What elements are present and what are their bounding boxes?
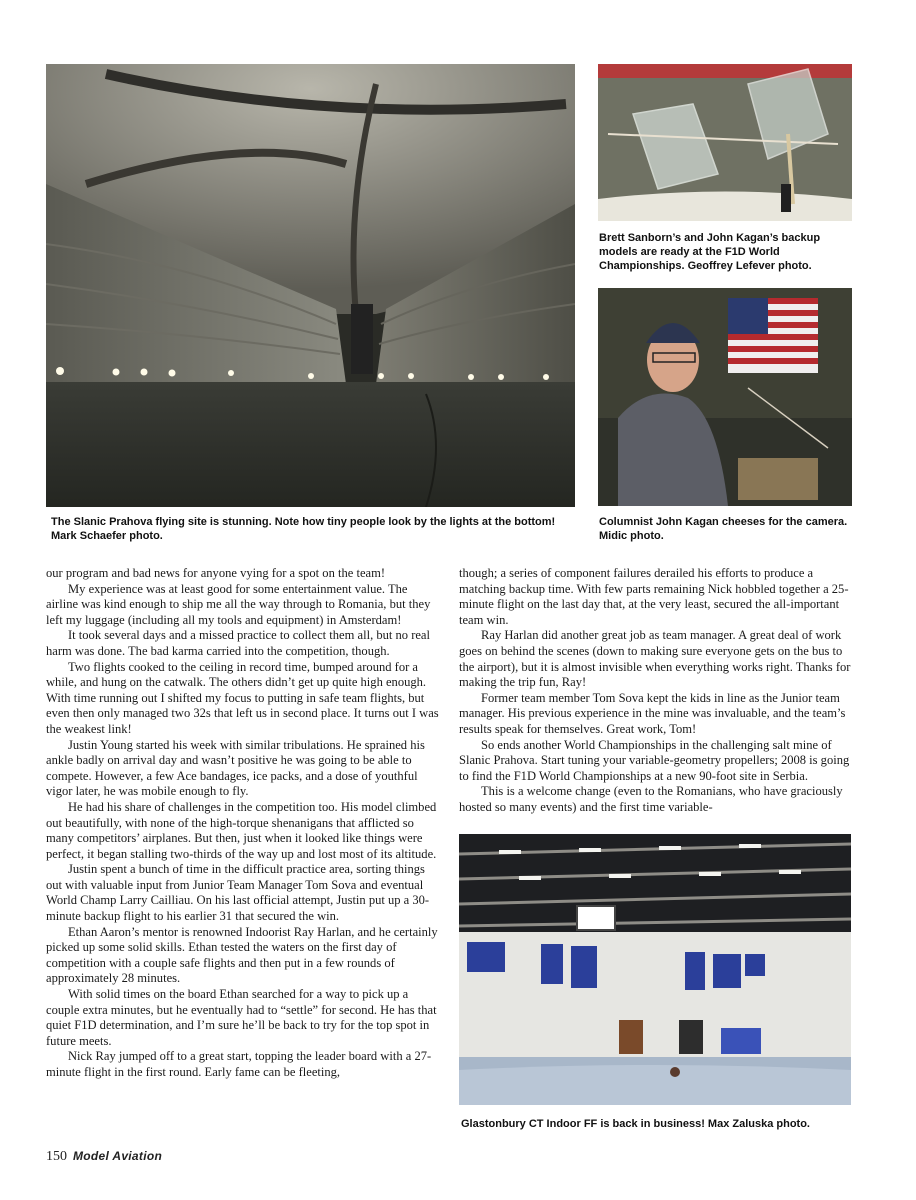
- paragraph: My experience was at least good for some entertainment value. The airline was kind enough to ship me all the way through to Romania, but they left my luggage (including all my tools and equipment) in Amsterdam!: [46, 581, 431, 627]
- paragraph: Two flights cooked to the ceiling in record time, bumped around for a while, and hung on the catwalk. The others didn’t get up quite high enough. With time running out I shifted my focus to putting in safe team flights, but even then only managed two 32s that left us in second place. It turns out I was the weakest link!: [46, 659, 439, 736]
- left-column: [46, 566, 439, 1081]
- paragraph: With solid times on the board Ethan searched for a way to pick up a couple extra minutes, but he eventually had to “settle” for second. He has that quiet F1D determination, and I’m sure he’ll be back to try for the top spot in future meets.: [46, 987, 437, 1048]
- backup-models-photo: [598, 64, 852, 221]
- john-kagan-photo: [598, 288, 852, 506]
- salt-mine-caption: The Slanic Prahova flying site is stunning. Note how tiny people look by the lights at the bottom! Mark Schaefer photo.: [51, 516, 556, 542]
- right-column: [459, 566, 852, 816]
- paragraph: It took several days and a missed practice to collect them all, but no real harm was done. The bad karma carried into the competition, though.: [46, 628, 430, 658]
- gymnasium-photo: [459, 834, 851, 1105]
- backup-models-caption: Brett Sanborn’s and John Kagan’s backup models are ready at the F1D World Championships. Geoffrey Lefever photo.: [599, 232, 821, 272]
- paragraph: This is a welcome change (even to the Romanians, who have graciously hosted so many events) and the first time variable-: [459, 784, 843, 814]
- paragraph: though; a series of component failures derailed his efforts to produce a matching backup time. With few parts remaining Nick hobbled together a 25-minute flight on the last day that, at the very least, secured the all-important team win.: [459, 566, 849, 627]
- paragraph: Justin Young started his week with similar tribulations. He sprained his ankle badly on arrival day and wasn’t positive he was going to be able to compete. However, a few Ace bandages, ice packs, and a dose of youthful vigor later, he was mobile enough to fly.: [46, 737, 425, 799]
- paragraph: our program and bad news for anyone vying for a spot on the team!: [46, 566, 386, 580]
- john-kagan-caption: Columnist John Kagan cheeses for the camera. Midic photo.: [599, 516, 848, 542]
- paragraph: Justin spent a bunch of time in the difficult practice area, sorting things out with valuable input from Junior Team Manager Tom Sova and eventual World Champ Larry Cailliau. On his last official attempt, Justin put up a 30-minute backup flight to his earlier 31 that secured the win.: [46, 862, 430, 924]
- paragraph: Former team member Tom Sova kept the kids in line as the Junior team manager. His previous experience in the mine was invaluable, and the team’s results speak for themselves. Great work, Tom!: [459, 690, 846, 736]
- page-footer: [46, 1149, 162, 1165]
- gymnasium-caption: Glastonbury CT Indoor FF is back in business! Max Zaluska photo.: [461, 1118, 810, 1130]
- paragraph: Ray Harlan did another great job as team manager. A great deal of work goes on behind the scenes (down to making sure everyone gets on the bus to the airport), but it is almost invisible when everything works right. Thanks for making the trip fun, Ray!: [459, 628, 851, 690]
- salt-mine-photo: [46, 64, 575, 507]
- paragraph: Ethan Aaron’s mentor is renowned Indoorist Ray Harlan, and he certainly picked up some solid skills. Ethan tested the waters on the first day of competition with a couple safe flights and then put in a few rounds of approximately 28 minutes.: [46, 924, 438, 986]
- paragraph: Nick Ray jumped off to a great start, topping the leader board with a 27-minute flight in the first round. Early fame can be fleeting,: [46, 1049, 432, 1079]
- page-number: 150: [46, 1149, 67, 1164]
- paragraph: He had his share of challenges in the competition too. His model climbed out beautifully, with none of the high-torque shenanigans that afflicted so many competitors’ airplanes. But then, just when it looked like things were perfect, it began stalling two-thirds of the way up and lost most of its altitude.: [46, 799, 437, 861]
- paragraph: So ends another World Championships in the challenging salt mine of Slanic Prahova. Start tuning your variable-geometry propellers; 2008 is going to find the F1D World Championships at a new 90-foot site in Serbia.: [459, 737, 850, 783]
- magazine-name: Model Aviation: [73, 1149, 163, 1163]
